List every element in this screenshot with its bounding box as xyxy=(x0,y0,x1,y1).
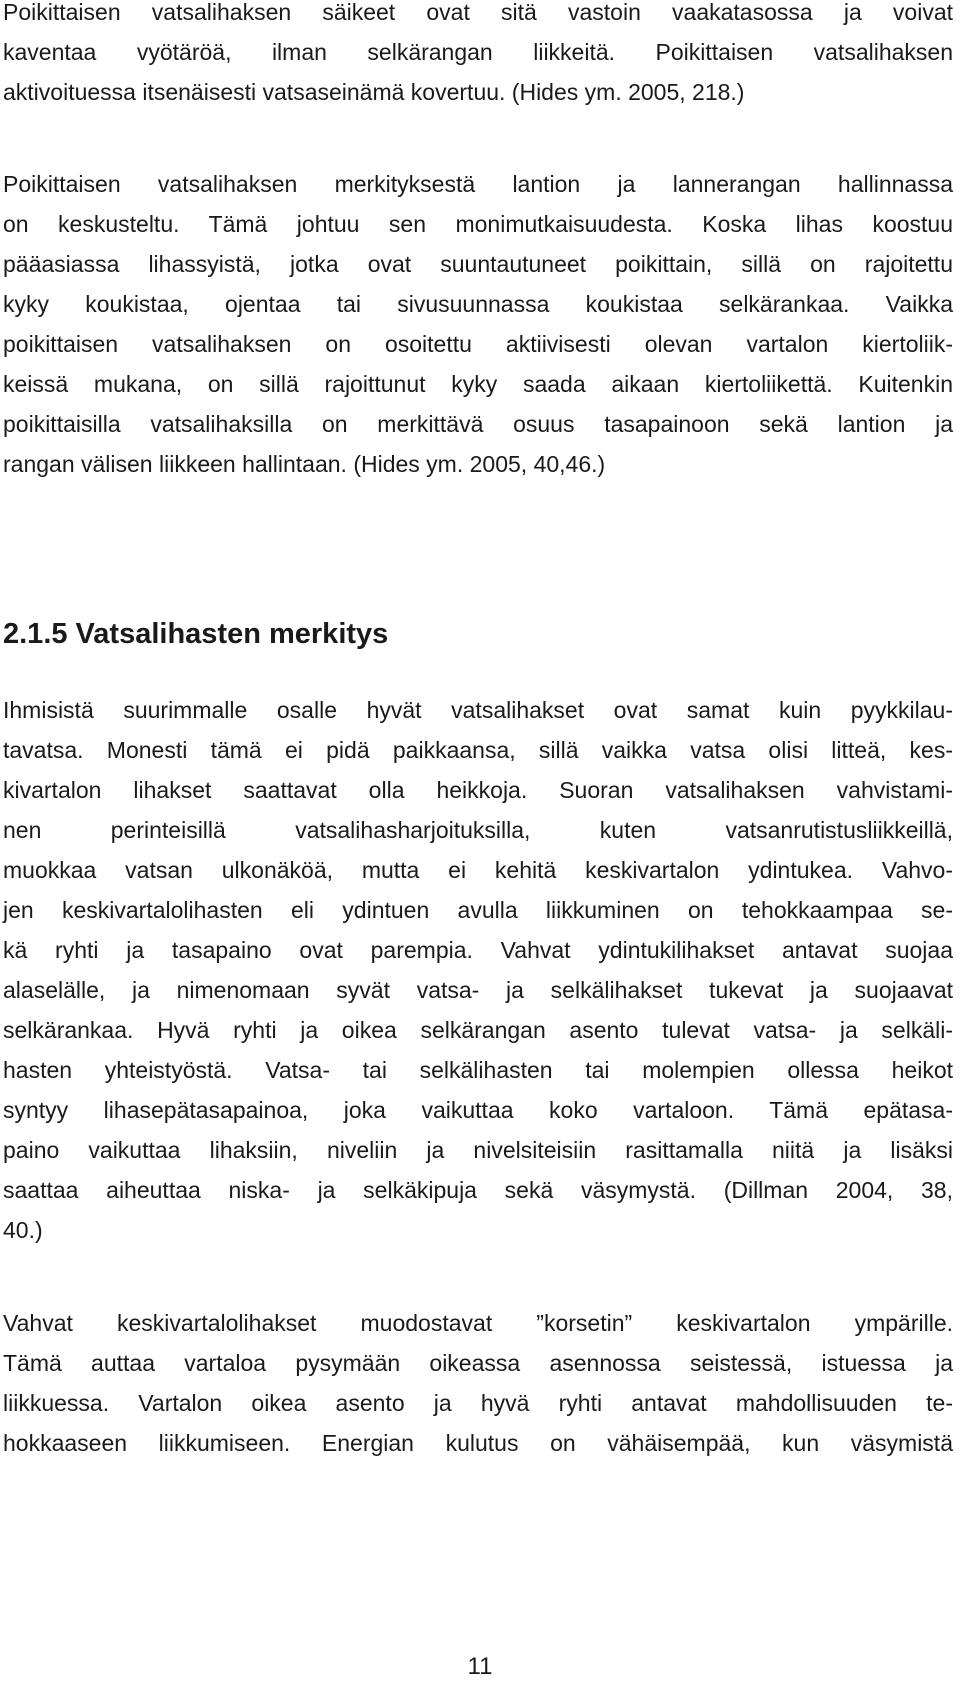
text-line: pääasiassa lihassyistä, jotka ovat suuntautuneet poikittain, sillä on rajoitettu xyxy=(3,251,953,277)
text-line: Tämä auttaa vartaloa pysymään oikeassa asennossa seistessä, istuessa ja xyxy=(3,1350,953,1376)
text-line: Vahvat keskivartalolihakset muodostavat ”korsetin” keskivartalon ympärille. xyxy=(3,1310,953,1336)
text-line: Poikittaisen vatsalihaksen säikeet ovat sitä vastoin vaakatasossa ja voivat xyxy=(3,0,953,25)
text-line: kä ryhti ja tasapaino ovat parempia. Vahvat ydintukilihakset antavat suojaa xyxy=(3,937,953,963)
text-line: on keskusteltu. Tämä johtuu sen monimutkaisuudesta. Koska lihas koostuu xyxy=(3,211,953,237)
text-line: kaventaa vyötäröä, ilman selkärangan liikkeitä. Poikittaisen vatsalihaksen xyxy=(3,39,953,65)
text-line: Ihmisistä suurimmalle osalle hyvät vatsalihakset ovat samat kuin pyykkilau- xyxy=(3,697,953,723)
text-line: kyky koukistaa, ojentaa tai sivusuunnassa koukistaa selkärankaa. Vaikka xyxy=(3,291,953,317)
text-line: kivartalon lihakset saattavat olla heikkoja. Suoran vatsalihaksen vahvistami- xyxy=(3,777,953,803)
text-line: rangan välisen liikkeen hallintaan. (Hides ym. 2005, 40,46.) xyxy=(3,451,606,477)
text-line: alaselälle, ja nimenomaan syvät vatsa- ja selkälihakset tukevat ja suojaavat xyxy=(3,977,953,1003)
text-line: muokkaa vatsan ulkonäköä, mutta ei kehitä keskivartalon ydintukea. Vahvo- xyxy=(3,857,953,883)
text-line: hasten yhteistyöstä. Vatsa- tai selkälihasten tai molempien ollessa heikot xyxy=(3,1057,953,1083)
text-line: Poikittaisen vatsalihaksen merkityksestä lantion ja lannerangan hallinnassa xyxy=(3,171,953,197)
text-line: syntyy lihasepätasapainoa, joka vaikuttaa koko vartaloon. Tämä epätasa- xyxy=(3,1097,953,1123)
page-number: 11 xyxy=(467,1653,493,1680)
text-line: selkärankaa. Hyvä ryhti ja oikea selkärangan asento tulevat vatsa- ja selkäli- xyxy=(3,1017,953,1043)
section-heading: 2.1.5 Vatsalihasten merkitys xyxy=(3,618,389,650)
text-line: keissä mukana, on sillä rajoittunut kyky saada aikaan kiertoliikettä. Kuitenkin xyxy=(3,371,953,397)
text-line: paino vaikuttaa lihaksiin, niveliin ja nivelsiteisiin rasittamalla niitä ja lisäksi xyxy=(3,1137,953,1163)
text-line: liikkuessa. Vartalon oikea asento ja hyvä ryhti antavat mahdollisuuden te- xyxy=(3,1390,953,1416)
text-line: jen keskivartalolihasten eli ydintuen avulla liikkuminen on tehokkaampaa se- xyxy=(3,897,953,923)
text-line: 40.) xyxy=(3,1217,43,1243)
text-line: tavatsa. Monesti tämä ei pidä paikkaansa, sillä vaikka vatsa olisi litteä, kes- xyxy=(3,737,953,763)
text-line: aktivoituessa itsenäisesti vatsaseinämä kovertuu. (Hides ym. 2005, 218.) xyxy=(3,79,745,105)
text-line: hokkaaseen liikkumiseen. Energian kulutus on vähäisempää, kun väsymistä xyxy=(3,1430,953,1456)
text-line: poikittaisen vatsalihaksen on osoitettu aktiivisesti olevan vartalon kiertoliik- xyxy=(3,331,953,357)
text-line: saattaa aiheuttaa niska- ja selkäkipuja sekä väsymystä. (Dillman 2004, 38, xyxy=(3,1177,953,1203)
text-line: nen perinteisillä vatsalihasharjoituksilla, kuten vatsanrutistusliikkeillä, xyxy=(3,817,953,843)
text-line: poikittaisilla vatsalihaksilla on merkittävä osuus tasapainoon sekä lantion ja xyxy=(3,411,953,437)
